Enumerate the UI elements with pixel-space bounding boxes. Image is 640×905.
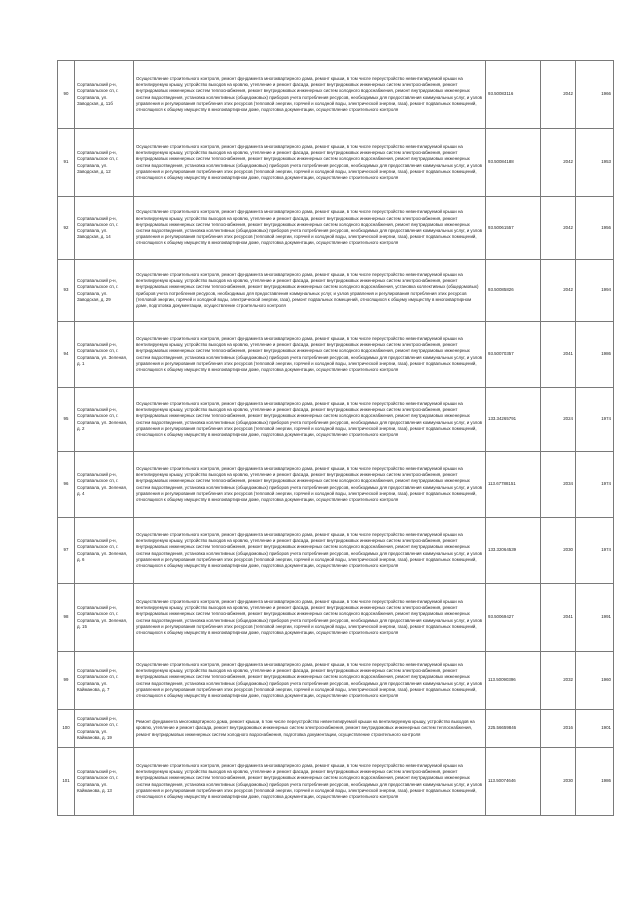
planned-year-cell: 2032 [541, 652, 576, 710]
works-cell: Осуществление строительного контроля, ремонт фундамента многоквартирного дома, ремонт крыши, в том числе переустройство невентилируемой крыши на вентилируемую крышу, устройство выходов на кровлю, утепление и ремонт фасада, ремонт внутридомовых инженерных систем электроснабжения, ремонт внутридомовых инженерных систем теплоснабжения, ремонт внутридомовых инженерных систем холодного водоснабжения, ремонт внутридомовых инженерных систем водоотведения, установка коллективных (общедомовых) приборов учета потребления ресурсов, необходимых для предоставления коммунальных услуг, и узлов управления и регулирования потребления этих ресурсов (тепловой энергии, горячей и холодной воды, электрической энергии, газа), ремонт подвальных помещений, относящихся к общему имуществу в многоквартирном доме, подготовка документации, осуществление строительного контроля [134, 129, 486, 197]
planned-year-cell: 2034 [541, 452, 576, 518]
value-cell: 133.34265791 [486, 388, 541, 452]
value-cell: 93.50085826 [486, 260, 541, 322]
row-number: 93 [58, 260, 75, 322]
build-year-cell: 1960 [576, 652, 614, 710]
row-number: 90 [58, 61, 75, 129]
address-cell: Сортавальский р-н, Сортавальское сп, г. Сортавала, ул. Кайманова, д. 13 [75, 748, 134, 816]
works-cell: Осуществление строительного контроля, ремонт фундамента многоквартирного дома, ремонт крыши, в том числе переустройство невентилируемой крыши на вентилируемую крышу, устройство выходов на кровлю, утепление и ремонт фасада, ремонт внутридомовых инженерных систем электроснабжения, ремонт внутридомовых инженерных систем теплоснабжения, ремонт внутридомовых инженерных систем холодного водоснабжения, установка коллективных (общедомовых) приборов учета потребления ресурсов, необходимых для предоставления коммунальных услуг, и узлов управления и регулирования потребления этих ресурсов (тепловой энергии, горячей и холодной воды, электрической энергии, газа), ремонт подвальных помещений, относящихся к общему имуществу в многоквартирном доме, подготовка документации, осуществление строительного контроля [134, 260, 486, 322]
works-cell: Осуществление строительного контроля, ремонт фундамента многоквартирного дома, ремонт крыши, в том числе переустройство невентилируемой крыши на вентилируемую крышу, устройство выходов на кровлю, утепление и ремонт фасада, ремонт внутридомовых инженерных систем электроснабжения, ремонт внутридомовых инженерных систем теплоснабжения, ремонт внутридомовых инженерных систем холодного водоснабжения, ремонт внутридомовых инженерных систем водоотведения, установка коллективных (общедомовых) приборов учета потребления ресурсов, необходимых для предоставления коммунальных услуг, и узлов управления и регулирования потребления этих ресурсов (тепловой энергии, горячей и холодной воды, электрической энергии, газа), ремонт подвальных помещений, относящихся к общему имуществу в многоквартирном доме, подготовка документации, осуществление строительного контроля [134, 388, 486, 452]
planned-year-cell: 2030 [541, 518, 576, 584]
build-year-cell: 1974 [576, 452, 614, 518]
build-year-cell: 1966 [576, 61, 614, 129]
build-year-cell: 1956 [576, 197, 614, 260]
row-number: 98 [58, 584, 75, 652]
table-row [58, 388, 614, 452]
works-cell: Осуществление строительного контроля, ремонт фундамента многоквартирного дома, ремонт крыши, в том числе переустройство невентилируемой крыши на вентилируемую крышу, устройство выходов на кровлю, утепление и ремонт фасада, ремонт внутридомовых инженерных систем электроснабжения, ремонт внутридомовых инженерных систем теплоснабжения, ремонт внутридомовых инженерных систем холодного водоснабжения, ремонт внутридомовых инженерных систем водоотведения, установка коллективных (общедомовых) приборов учета потребления ресурсов, необходимых для предоставления коммунальных услуг, и узлов управления и регулирования потребления этих ресурсов (тепловой энергии, горячей и холодной воды, электрической энергии, газа), ремонт подвальных помещений, относящихся к общему имуществу в многоквартирном доме, подготовка документации, осуществление строительного контроля [134, 322, 486, 388]
build-year-cell: 1974 [576, 388, 614, 452]
value-cell: 93.50070357 [486, 322, 541, 388]
planned-year-cell: 2016 [541, 710, 576, 748]
planned-year-cell: 2042 [541, 129, 576, 197]
table-row [58, 61, 614, 129]
planned-year-cell: 2042 [541, 260, 576, 322]
build-year-cell: 1974 [576, 518, 614, 584]
address-cell: Сортавальский р-н, Сортавальское сп, г. Сортавала, ул. Заводская, д. 29 [75, 260, 134, 322]
planned-year-cell: 2041 [541, 584, 576, 652]
table-row [58, 452, 614, 518]
address-cell: Сортавальский р-н, Сортавальское сп, г. Сортавала, ул. Зеленая, д. 1 [75, 322, 134, 388]
build-year-cell: 1953 [576, 129, 614, 197]
row-number: 101 [58, 748, 75, 816]
works-cell: Осуществление строительного контроля, ремонт фундамента многоквартирного дома, ремонт крыши, в том числе переустройство невентилируемой крыши на вентилируемую крышу, устройство выходов на кровлю, утепление и ремонт фасада, ремонт внутридомовых инженерных систем электроснабжения, ремонт внутридомовых инженерных систем теплоснабжения, ремонт внутридомовых инженерных систем холодного водоснабжения, ремонт внутридомовых инженерных систем водоотведения, установка коллективных (общедомовых) приборов учета потребления ресурсов, необходимых для предоставления коммунальных услуг, и узлов управления и регулирования потребления этих ресурсов (тепловой энергии, горячей и холодной воды, электрической энергии, газа), ремонт подвальных помещений, относящихся к общему имуществу в многоквартирном доме, подготовка документации, осуществление строительного контроля [134, 518, 486, 584]
row-number: 99 [58, 652, 75, 710]
works-cell: Осуществление строительного контроля, ремонт фундамента многоквартирного дома, ремонт крыши, в том числе переустройство невентилируемой крыши на вентилируемую крышу, устройство выходов на кровлю, утепление и ремонт фасада, ремонт внутридомовых инженерных систем электроснабжения, ремонт внутридомовых инженерных систем теплоснабжения, ремонт внутридомовых инженерных систем холодного водоснабжения, ремонт внутридомовых инженерных систем водоотведения, установка коллективных (общедомовых) приборов учета потребления ресурсов, необходимых для предоставления коммунальных услуг, и узлов управления и регулирования потребления этих ресурсов (тепловой энергии, горячей и холодной воды, электрической энергии, газа), ремонт подвальных помещений, относящихся к общему имуществу в многоквартирном доме, подготовка документации, осуществление строительного контроля [134, 652, 486, 710]
value-cell: 93.50069427 [486, 584, 541, 652]
table-row [58, 129, 614, 197]
row-number: 97 [58, 518, 75, 584]
planned-year-cell: 2024 [541, 388, 576, 452]
table-body [58, 61, 614, 816]
value-cell: 93.50083116 [486, 61, 541, 129]
works-cell: Осуществление строительного контроля, ремонт фундамента многоквартирного дома, ремонт крыши, в том числе переустройство невентилируемой крыши на вентилируемую крышу, устройство выходов на кровлю, утепление и ремонт фасада, ремонт внутридомовых инженерных систем электроснабжения, ремонт внутридомовых инженерных систем теплоснабжения, ремонт внутридомовых инженерных систем холодного водоснабжения, ремонт внутридомовых инженерных систем водоотведения, установка коллективных (общедомовых) приборов учета потребления ресурсов, необходимых для предоставления коммунальных услуг, и узлов управления и регулирования потребления этих ресурсов (тепловой энергии, горячей и холодной воды, электрической энергии, газа), ремонт подвальных помещений, относящихся к общему имуществу в многоквартирном доме, подготовка документации, осуществление строительного контроля [134, 748, 486, 816]
value-cell: 225.56659846 [486, 710, 541, 748]
table-row [58, 197, 614, 260]
address-cell: Сортавальский р-н, Сортавальское сп, г. Сортавала, ул. Зеленая, д. 15 [75, 584, 134, 652]
table-row [58, 748, 614, 816]
works-cell: Осуществление строительного контроля, ремонт фундамента многоквартирного дома, ремонт крыши, в том числе переустройство невентилируемой крыши на вентилируемую крышу, устройство выходов на кровлю, утепление и ремонт фасада, ремонт внутридомовых инженерных систем электроснабжения, ремонт внутридомовых инженерных систем теплоснабжения, ремонт внутридомовых инженерных систем холодного водоснабжения, ремонт внутридомовых инженерных систем водоотведения, установка коллективных (общедомовых) приборов учета потребления ресурсов, необходимых для предоставления коммунальных услуг, и узлов управления и регулирования потребления этих ресурсов (тепловой энергии, горячей и холодной воды, электрической энергии, газа), ремонт подвальных помещений, относящихся к общему имуществу в многоквартирном доме, подготовка документации, осуществление строительного контроля [134, 584, 486, 652]
address-cell: Сортавальский р-н, Сортавальское сп, г. Сортавала, ул. Зеленая, д. 2 [75, 388, 134, 452]
address-cell: Сортавальский р-н, Сортавальское сп, г. Сортавала, ул. Зеленая, д. 4 [75, 452, 134, 518]
address-cell: Сортавальский р-н, Сортавальское сп, г. Сортавала, ул. Кайманова, д. 19 [75, 710, 134, 748]
row-number: 95 [58, 388, 75, 452]
row-number: 94 [58, 322, 75, 388]
table-row [58, 652, 614, 710]
value-cell: 113.50074646 [486, 748, 541, 816]
table-row [58, 260, 614, 322]
value-cell: 113.50090396 [486, 652, 541, 710]
address-cell: Сортавальский р-н, Сортавальское сп, г. Сортавала, ул. Каймановa, д. 7 [75, 652, 134, 710]
value-cell: 93.50084188 [486, 129, 541, 197]
planned-year-cell: 2042 [541, 61, 576, 129]
table-row [58, 518, 614, 584]
row-number: 92 [58, 197, 75, 260]
table-row [58, 710, 614, 748]
value-cell: 113.67788151 [486, 452, 541, 518]
capital-repair-table [57, 60, 614, 816]
row-number: 91 [58, 129, 75, 197]
build-year-cell: 1991 [576, 584, 614, 652]
build-year-cell: 1901 [576, 710, 614, 748]
address-cell: Сортавальский р-н, Сортавальское сп, г. Сортавала, ул. Заводская, д. 12 [75, 129, 134, 197]
planned-year-cell: 2042 [541, 197, 576, 260]
build-year-cell: 1994 [576, 260, 614, 322]
value-cell: 93.50061557 [486, 197, 541, 260]
address-cell: Сортавальский р-н, Сортавальское сп, г. Сортавала, ул. Заводская, д. 14 [75, 197, 134, 260]
row-number: 96 [58, 452, 75, 518]
row-number: 100 [58, 710, 75, 748]
works-cell: Осуществление строительного контроля, ремонт фундамента многоквартирного дома, ремонт крыши, в том числе переустройство невентилируемой крыши на вентилируемую крышу, устройство выходов на кровлю, утепление и ремонт фасада, ремонт внутридомовых инженерных систем электроснабжения, ремонт внутридомовых инженерных систем теплоснабжения, ремонт внутридомовых инженерных систем холодного водоснабжения, ремонт внутридомовых инженерных систем водоотведения, установка коллективных (общедомовых) приборов учета потребления ресурсов, необходимых для предоставления коммунальных услуг, и узлов управления и регулирования потребления этих ресурсов (тепловой энергии, горячей и холодной воды, электрической энергии, газа), ремонт подвальных помещений, относящихся к общему имуществу в многоквартирном доме, подготовка документации, осуществление строительного контроля [134, 61, 486, 129]
build-year-cell: 1986 [576, 322, 614, 388]
address-cell: Сортавальский р-н, Сортавальское сп, г. Сортавала, ул. Зеленая, д. 6 [75, 518, 134, 584]
planned-year-cell: 2041 [541, 322, 576, 388]
address-cell: Сортавальский р-н, Сортавальское сп, г. Сортавала, ул. Заводская, д. 11б [75, 61, 134, 129]
value-cell: 133.32064539 [486, 518, 541, 584]
build-year-cell: 1986 [576, 748, 614, 816]
works-cell: Осуществление строительного контроля, ремонт фундамента многоквартирного дома, ремонт крыши, в том числе переустройство невентилируемой крыши на вентилируемую крышу, устройство выходов на кровлю, утепление и ремонт фасада, ремонт внутридомовых инженерных систем электроснабжения, ремонт внутридомовых инженерных систем теплоснабжения, ремонт внутридомовых инженерных систем холодного водоснабжения, ремонт внутридомовых инженерных систем водоотведения, установка коллективных (общедомовых) приборов учета потребления ресурсов, необходимых для предоставления коммунальных услуг, и узлов управления и регулирования потребления этих ресурсов (тепловой энергии, горячей и холодной воды, электрической энергии, газа), ремонт подвальных помещений, относящихся к общему имуществу в многоквартирном доме, подготовка документации, осуществление строительного контроля [134, 452, 486, 518]
works-cell: Осуществление строительного контроля, ремонт фундамента многоквартирного дома, ремонт крыши, в том числе переустройство невентилируемой крыши на вентилируемую крышу, устройство выходов на кровлю, утепление и ремонт фасада, ремонт внутридомовых инженерных систем электроснабжения, ремонт внутридомовых инженерных систем теплоснабжения, ремонт внутридомовых инженерных систем холодного водоснабжения, ремонт внутридомовых инженерных систем водоотведения, установка коллективных (общедомовых) приборов учета потребления ресурсов, необходимых для предоставления коммунальных услуг, и узлов управления и регулирования потребления этих ресурсов (тепловой энергии, горячей и холодной воды, электрической энергии, газа), ремонт подвальных помещений, относящихся к общему имуществу в многоквартирном доме, подготовка документации, осуществление строительного контроля [134, 197, 486, 260]
works-cell: Ремонт фундамента многоквартирного дома, ремонт крыши, в том числе переустройство невентилируемой крыши на вентилируемую крышу, устройство выходов на кровлю, утепление и ремонт фасада, ремонт внутридомовых инженерных систем электроснабжения, ремонт внутридомовых инженерных систем теплоснабжения, ремонт внутридомовых инженерных систем холодного водоснабжения, подготовка документации, осуществление строительного контроля [134, 710, 486, 748]
table-row [58, 322, 614, 388]
planned-year-cell: 2030 [541, 748, 576, 816]
table-row [58, 584, 614, 652]
